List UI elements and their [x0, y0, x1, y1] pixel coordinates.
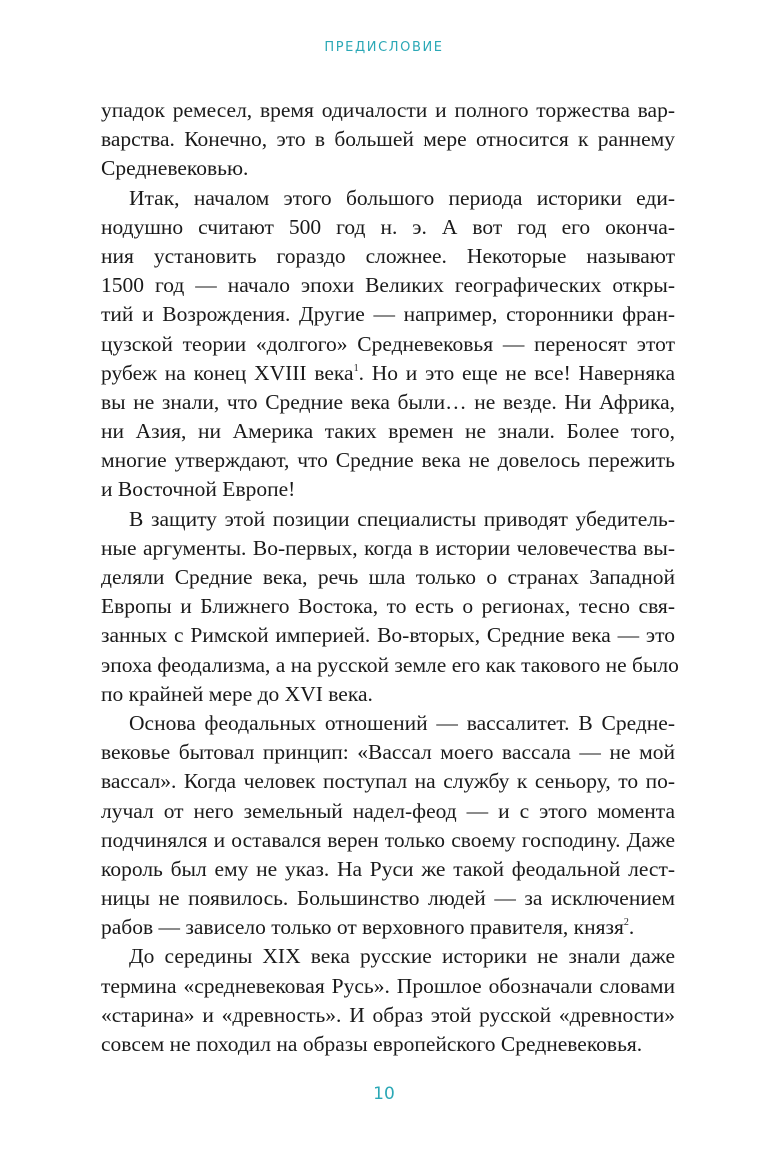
text-line: лучал от него земельный надел-феод — и с этого момента	[101, 798, 675, 823]
text-line: Основа феодальных отношений — вассалитет. В Средне-	[129, 710, 675, 735]
text-line: ные аргументы. Во-первых, когда в истории человечества вы-	[101, 535, 675, 560]
text-line-with-footnote	[101, 913, 675, 942]
running-head: ПРЕДИСЛОВИЕ	[324, 40, 444, 55]
text-line: занных с Римской империей. Во-вторых, Средние века — это	[101, 623, 675, 648]
text-line: совсем не походил на образы европейского Средневековья.	[101, 1032, 643, 1056]
text-line: вы не знали, что Средние века были… не везде. Ни Африка,	[101, 389, 675, 414]
footnote-marker[interactable]: 1	[353, 362, 359, 374]
text-line: цузской теории «долгого» Средневековья — переносят этот	[101, 331, 675, 356]
paragraph-4	[101, 709, 675, 943]
text-line: вассал». Когда человек поступал на службу к сеньору, то по-	[101, 769, 675, 794]
paragraph-1	[101, 96, 675, 184]
text-line: нодушно считают 500 год н. э. А вот год его оконча-	[101, 214, 675, 239]
text-line: подчинялся и оставался верен только своему господину. Даже	[101, 827, 675, 852]
text-line: В защиту этой позиции специалисты приводят убедитель-	[129, 506, 675, 531]
text-line: ницы не появилось. Большинство людей — за исключением	[101, 886, 675, 911]
text-segment: рубеж на конец XVIII века	[101, 360, 354, 385]
text-line: по крайней мере до XVI века.	[101, 681, 373, 706]
text-line: Европы и Ближнего Востока, то есть о регионах, тесно свя-	[101, 594, 675, 619]
text-line: ни Азия, ни Америка таких времен не знали. Более того,	[101, 419, 675, 444]
text-line: «старина» и «древность». И образ этой русской «древности»	[101, 1002, 675, 1027]
text-line: упадок ремесел, время одичалости и полного торжества вар-	[101, 98, 675, 122]
paragraph-5	[101, 942, 675, 1059]
text-line: термина «средневековая Русь». Прошлое обозначали словами	[101, 973, 675, 998]
text-segment: .	[628, 915, 635, 940]
text-line: 1500 год — начало эпохи Великих географических откры-	[101, 273, 675, 298]
text-line: ния установить гораздо сложнее. Некоторые называют	[101, 243, 675, 268]
paragraph-2	[101, 184, 675, 505]
text-line: вековье бытовал принцип: «Вассал моего вассала — не мой	[101, 740, 675, 765]
text-line: король был ему не указ. На Руси же такой феодальной лест-	[101, 856, 675, 881]
text-line: варства. Конечно, это в большей мере относится к раннему	[101, 127, 675, 152]
text-line: До середины XIX века русские историки не знали даже	[129, 944, 675, 969]
text-segment: . Но и это еще не все! Наверняка	[358, 360, 675, 385]
text-line: тий и Возрождения. Другие — например, сторонники фран-	[101, 302, 675, 327]
text-line: и Восточной Европе!	[101, 477, 296, 502]
text-line: многие утверждают, что Средние века не довелось пережить	[101, 448, 675, 473]
text-line: Итак, началом этого большого периода историки еди-	[129, 185, 675, 210]
paragraph-3	[101, 505, 679, 709]
text-segment: рабов — зависело только от верховного правителя, князя	[101, 915, 624, 940]
body-text	[101, 96, 679, 1059]
text-line: деляли Средние века, речь шла только о странах Западной	[101, 565, 675, 589]
text-line: Средневековью.	[101, 156, 249, 181]
text-line-with-footnote	[101, 359, 675, 388]
text-line: эпоха феодализма, а на русской земле его как такового не было	[101, 652, 679, 677]
footnote-marker[interactable]: 2	[623, 917, 629, 929]
page-number: 10	[373, 1084, 395, 1104]
